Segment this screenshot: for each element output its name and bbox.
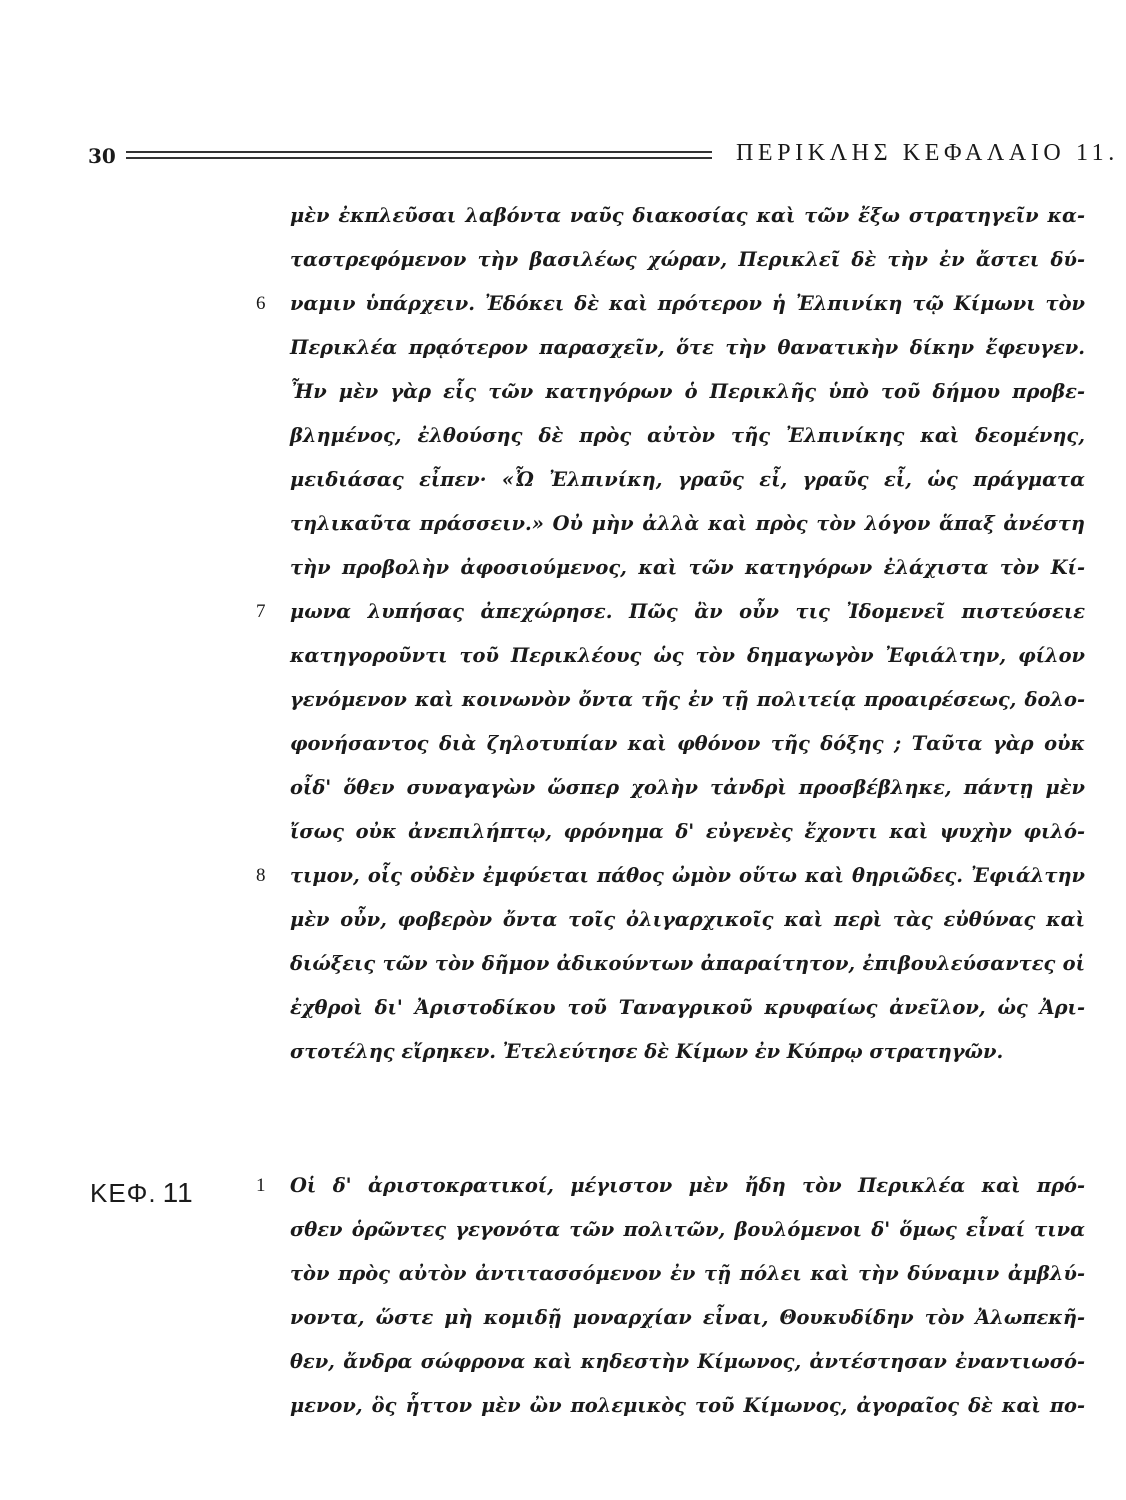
text-line: τηλικαῦτα πράσσειν.» Οὐ μὴν ἀλλὰ καὶ πρὸς τὸν λόγον ἅπαξ ἀνέστη bbox=[290, 512, 1085, 535]
running-title: ΠΕΡΙΚΛΗΣ ΚΕΦΑΛΑΙΟ 11. bbox=[736, 140, 1119, 166]
text-line: μὲν ἐκπλεῦσαι λαβόντα ναῦς διακοσίας καὶ τῶν ἔξω στρατηγεῖν κα- bbox=[290, 204, 1085, 227]
page-header bbox=[88, 140, 1119, 176]
text-line: κατηγοροῦντι τοῦ Περικλέους ὡς τὸν δημαγωγὸν Ἐφιάλτην, φίλον bbox=[290, 644, 1085, 667]
text-line: Ἦν μὲν γὰρ εἷς τῶν κατηγόρων ὁ Περικλῆς ὑπὸ τοῦ δήμου προβε- bbox=[290, 380, 1085, 403]
text-line: νοντα, ὥστε μὴ κομιδῇ μοναρχίαν εἶναι, Θουκυδίδην τὸν Ἀλωπεκῆ- bbox=[290, 1306, 1085, 1329]
text-line: ἴσως οὐκ ἀνεπιλήπτῳ, φρόνημα δ' εὐγενὲς ἔχοντι καὶ ψυχὴν φιλό- bbox=[290, 820, 1085, 843]
text-line: μενον, ὃς ἧττον μὲν ὢν πολεμικὸς τοῦ Κίμωνος, ἀγοραῖος δὲ καὶ πο- bbox=[290, 1394, 1085, 1417]
header-double-rule bbox=[126, 151, 712, 159]
section-number: 6 bbox=[256, 293, 266, 314]
text-line: γενόμενον καὶ κοινωνὸν ὄντα τῆς ἐν τῇ πολιτείᾳ προαιρέσεως, δολο- bbox=[290, 688, 1085, 711]
text-line: τιμον, οἷς οὐδὲν ἐμφύεται πάθος ὠμὸν οὕτω καὶ θηριῶδες. Ἐφιάλτην bbox=[290, 864, 1085, 887]
section-number: 8 bbox=[256, 865, 266, 886]
text-line: μὲν οὖν, φοβερὸν ὄντα τοῖς ὀλιγαρχικοῖς καὶ περὶ τὰς εὐθύνας καὶ bbox=[290, 908, 1085, 931]
text-line: τὸν πρὸς αὐτὸν ἀντιτασσόμενον ἐν τῇ πόλει καὶ τὴν δύναμιν ἀμβλύ- bbox=[290, 1262, 1085, 1285]
chapter-number: 11 bbox=[162, 1177, 194, 1208]
text-line: μειδιάσας εἶπεν· «Ὦ Ἐλπινίκη, γραῦς εἶ, γραῦς εἶ, ὡς πράγματα bbox=[290, 468, 1085, 491]
text-line: ταστρεφόμενον τὴν βασιλέως χώραν, Περικλεῖ δὲ τὴν ἐν ἄστει δύ- bbox=[290, 248, 1085, 271]
chapter-abbrev: ΚΕΦ. bbox=[90, 1178, 157, 1208]
text-line: σθεν ὁρῶντες γεγονότα τῶν πολιτῶν, βουλόμενοι δ' ὅμως εἶναί τινα bbox=[290, 1218, 1085, 1241]
text-line: Οἱ δ' ἀριστοκρατικοί, μέγιστον μὲν ἤδη τὸν Περικλέα καὶ πρό- bbox=[290, 1174, 1085, 1197]
text-line: μωνα λυπήσας ἀπεχώρησε. Πῶς ἂν οὖν τις Ἰδομενεῖ πιστεύσειε bbox=[290, 600, 1085, 623]
section-number: 7 bbox=[256, 601, 266, 622]
text-line: φονήσαντος διὰ ζηλοτυπίαν καὶ φθόνον τῆς δόξης ; Ταῦτα γὰρ οὐκ bbox=[290, 732, 1085, 755]
text-line: ἐχθροὶ δι' Ἀριστοδίκου τοῦ Ταναγρικοῦ κρυφαίως ἀνεῖλον, ὡς Ἀρι- bbox=[290, 996, 1085, 1019]
section-number: 1 bbox=[256, 1175, 266, 1196]
text-line: ναμιν ὑπάρχειν. Ἐδόκει δὲ καὶ πρότερον ἡ Ἐλπινίκη τῷ Κίμωνι τὸν bbox=[290, 292, 1085, 315]
page-number: 30 bbox=[88, 144, 116, 168]
text-line: οἶδ' ὅθεν συναγαγὼν ὥσπερ χολὴν τἀνδρὶ προσβέβληκε, πάντῃ μὲν bbox=[290, 776, 1085, 799]
text-line: βλημένος, ἐλθούσης δὲ πρὸς αὐτὸν τῆς Ἐλπινίκης καὶ δεομένης, bbox=[290, 424, 1085, 447]
text-line: στοτέλης εἴρηκεν. Ἐτελεύτησε δὲ Κίμων ἐν Κύπρῳ στρατηγῶν. bbox=[290, 1040, 1004, 1063]
text-line: τὴν προβολὴν ἀφοσιούμενος, καὶ τῶν κατηγόρων ἐλάχιστα τὸν Κί- bbox=[290, 556, 1085, 579]
text-line: διώξεις τῶν τὸν δῆμον ἀδικούντων ἀπαραίτητον, ἐπιβουλεύσαντες οἱ bbox=[290, 952, 1085, 975]
text-line: θεν, ἄνδρα σώφρονα καὶ κηδεστὴν Κίμωνος, ἀντέστησαν ἐναντιωσό- bbox=[290, 1350, 1085, 1373]
text-line: Περικλέα πρᾳότερον παρασχεῖν, ὅτε τὴν θανατικὴν δίκην ἔφευγεν. bbox=[290, 336, 1085, 359]
chapter-label bbox=[90, 1177, 194, 1209]
